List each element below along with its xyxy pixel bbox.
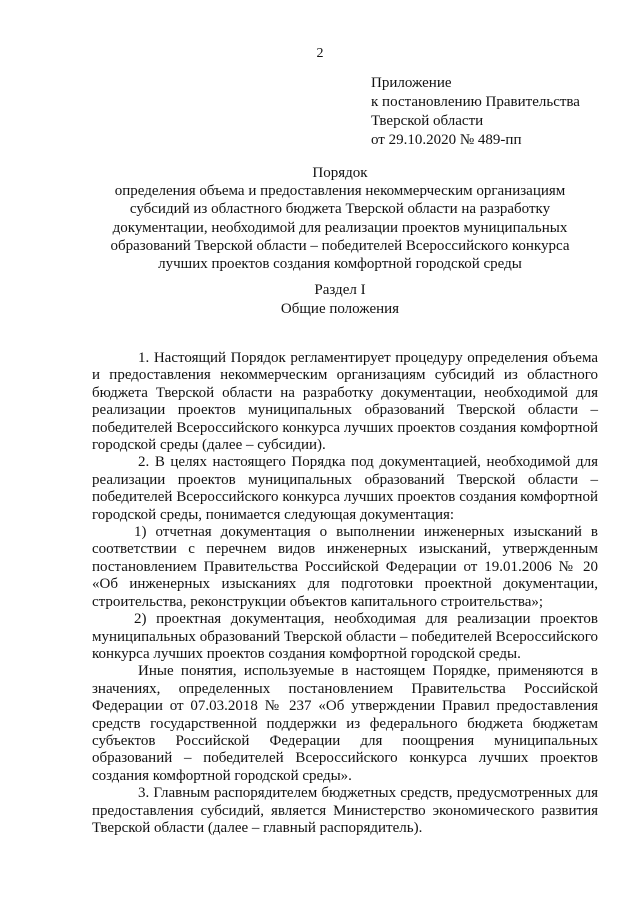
paragraph-1: 1. Настоящий Порядок регламентирует процедуру определения объема и предоставления некоммерческим организациям субсидий из областного бюджета Тверской области на разработку документации, необходимой для реализации проектов муниципальных образований Тверской области – победителей Всероссийского конкурса лучших проектов создания комфортной городской среды (далее – субсидии).	[92, 350, 598, 454]
appendix-block	[371, 74, 580, 150]
title-line: образований Тверской области – победителей Всероссийского конкурса	[110, 237, 570, 254]
paragraph-3: 3. Главным распорядителем бюджетных средств, предусмотренных для предоставления субсидий, является Министерство экономического развития Тверской области (далее – главный распорядитель).	[92, 785, 598, 836]
paragraph-2-item-2: 2) проектная документация, необходимая для реализации проектов муниципальных образований Тверской области – победителей Всероссийского конкурса лучших проектов создания комфортной городской среды.	[92, 611, 598, 662]
paragraph-2: 2. В целях настоящего Порядка под документацией, необходимой для реализации проектов муниципальных образований Тверской области – победителей Всероссийского конкурса лучших проектов создания комфортной городской среды, понимается следующая документация:	[92, 454, 598, 523]
page-number: 2	[316, 46, 324, 61]
appendix-region-line: Тверской области	[371, 113, 484, 129]
appendix-resolution-line: к постановлению Правительства	[371, 94, 580, 110]
document-body	[92, 350, 598, 837]
title-line: лучших проектов создания комфортной городской среды	[158, 256, 522, 273]
title-heading: Порядок	[312, 165, 368, 181]
title-line: документации, необходимой для реализации проектов муниципальных	[112, 219, 568, 236]
section-number: Раздел I	[314, 282, 366, 298]
paragraph-2-item-1: 1) отчетная документация о выполнении инженерных изысканий в соответствии с перечнем видов инженерных изысканий, утвержденным постановлением Правительства Российской Федерации от 19.01.2006 № 20 «Об инженерных изысканиях для подготовки проектной документации, строительства, реконструкции объектов капитального строительства»;	[92, 524, 598, 610]
section-name: Общие положения	[280, 300, 400, 317]
appendix-date-number: от 29.10.2020 № 489-пп	[371, 132, 522, 148]
title-line: субсидий из областного бюджета Тверской области на разработку	[129, 201, 551, 218]
paragraph-other-terms: Иные понятия, используемые в настоящем Порядке, применяются в значениях, определенных постановлением Правительства Российской Федерации от 07.03.2018 № 237 «Об утверждении Правил предоставления средств государственной поддержки из федерального бюджета бюджетам субъектов Российской Федерации для поощрения муниципальных образований – победителей Всероссийского конкурса лучших проектов создания комфортной городской среды».	[92, 663, 598, 784]
title-line: определения объема и предоставления некоммерческим организациям	[114, 183, 566, 200]
document-title	[70, 164, 610, 273]
section-heading	[70, 281, 610, 318]
appendix-title: Приложение	[371, 75, 452, 91]
